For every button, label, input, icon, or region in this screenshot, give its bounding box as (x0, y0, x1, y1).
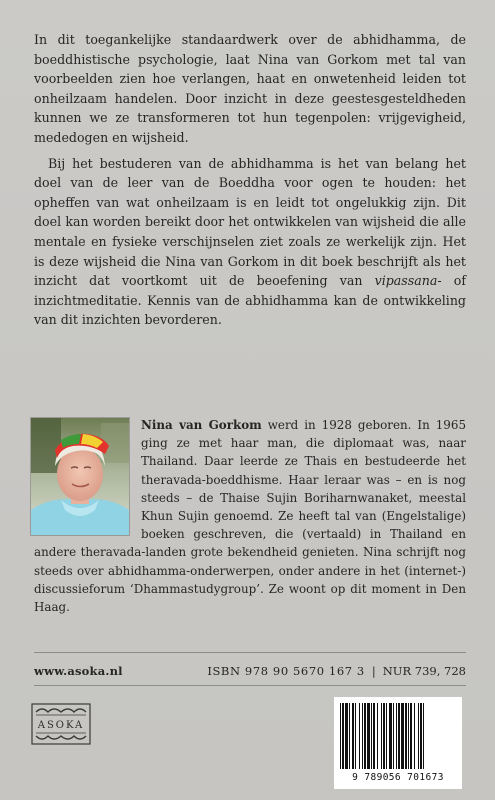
barcode-bar (373, 703, 375, 769)
barcode-bar (396, 703, 397, 769)
barcode-bar (401, 703, 404, 769)
barcode-bar (414, 703, 415, 769)
barcode-bar (345, 703, 348, 769)
barcode-bar (340, 703, 341, 769)
barcode-bar (349, 703, 350, 769)
barcode-bar (398, 703, 400, 769)
blurb-text (34, 30, 466, 330)
blurb-italic-term: vipassana (374, 273, 438, 289)
author-name: Nina van Gorkom (141, 418, 262, 432)
blurb-paragraph-2-part-1: Bij het bestuderen van de abhidhamma is het van belang het doel van de leer van de Boeddha voor ogen te houden: het opheffen van wat onheilzaam is en leidt tot ongelukkig zijn. Dit doel kan worden bereikt door het ontwikkelen van wijsheid die alle mentale en fysieke verschijnselen ziet zoals ze werkelijk zijn. Het is deze wijsheid die Nina van Gorkom in dit boek beschrijft als het inzicht dat voortkomt uit de beoefening van (34, 155, 466, 289)
logo-text: ASOKA (37, 720, 85, 731)
barcode-bar (364, 703, 366, 769)
barcode-bar (355, 703, 356, 769)
barcode-bar (386, 703, 387, 769)
blurb-paragraph-1: In dit toegankelijke standaardwerk over de abhidhamma, de boeddhistische psychologie, laat Nina van Gorkom met tal van voorbeelden zien hoe verlangen, haat en onwetenheid leiden tot onheilzaam handelen. Door inzicht in deze geestesgesteldheden kunnen we ze transformeren tot hun tegenpolen: vrijgevigheid, mededogen en wijsheid. (34, 32, 466, 145)
barcode-bar (367, 703, 370, 769)
barcode-bar (410, 703, 412, 769)
footer-top-rule (34, 652, 466, 653)
barcode-bar (371, 703, 372, 769)
barcode-bar (405, 703, 407, 769)
footer-info (34, 664, 466, 678)
barcode-bar (381, 703, 382, 769)
barcode-bar (359, 703, 360, 769)
barcode-number: 9 789056 701673 (352, 772, 444, 783)
barcode-bar (377, 703, 378, 769)
barcode-bar (393, 703, 394, 769)
barcode-bar (423, 703, 424, 769)
isbn-label: ISBN 978 90 5670 167 3 (207, 664, 365, 678)
barcode-bar (352, 703, 354, 769)
nur-label: NUR 739, 728 (382, 664, 466, 678)
barcode-bar (418, 703, 419, 769)
barcode-bar (408, 703, 409, 769)
author-bio (34, 416, 466, 616)
asoka-logo-icon (30, 702, 92, 746)
barcode-bar (342, 703, 344, 769)
author-bio-text: werd in 1928 geboren. In 1965 ging ze met haar man, die diplomaat was, naar Thailand. Daar leerde ze Thais en bestudeerde het theravada-boeddhisme. Haar leraar was – en is nog steeds – de Thaise Sujin Boriharnwanaket, meestal Khun Sujin genoemd. Ze heeft tal van (Engelstalige) boeken geschreven, die (vertaald) in Thailand en andere theravada-landen grote bekendheid genieten. Nina schrijft nog steeds over abhidhamma-onderwerpen, onder andere in het (internet-) discussieforum ‘Dhammastudygroup’. Ze woont op dit moment in Den Haag. (34, 418, 467, 615)
blurb-paragraph-2-part-2: - of inzichtmeditatie. Kennis van de abhidhamma kan de ontwikkeling van dit inzichten bevorderen. (34, 273, 466, 328)
barcode-bar (383, 703, 385, 769)
barcode-bar (389, 703, 392, 769)
barcode-bar (420, 703, 422, 769)
footer-bottom-rule (34, 685, 466, 686)
blurb-paragraph-2 (34, 154, 466, 330)
barcode-bar (362, 703, 363, 769)
publisher-url[interactable]: www.asoka.nl (34, 664, 123, 678)
asoka-logo (30, 702, 92, 746)
separator: | (371, 664, 376, 678)
